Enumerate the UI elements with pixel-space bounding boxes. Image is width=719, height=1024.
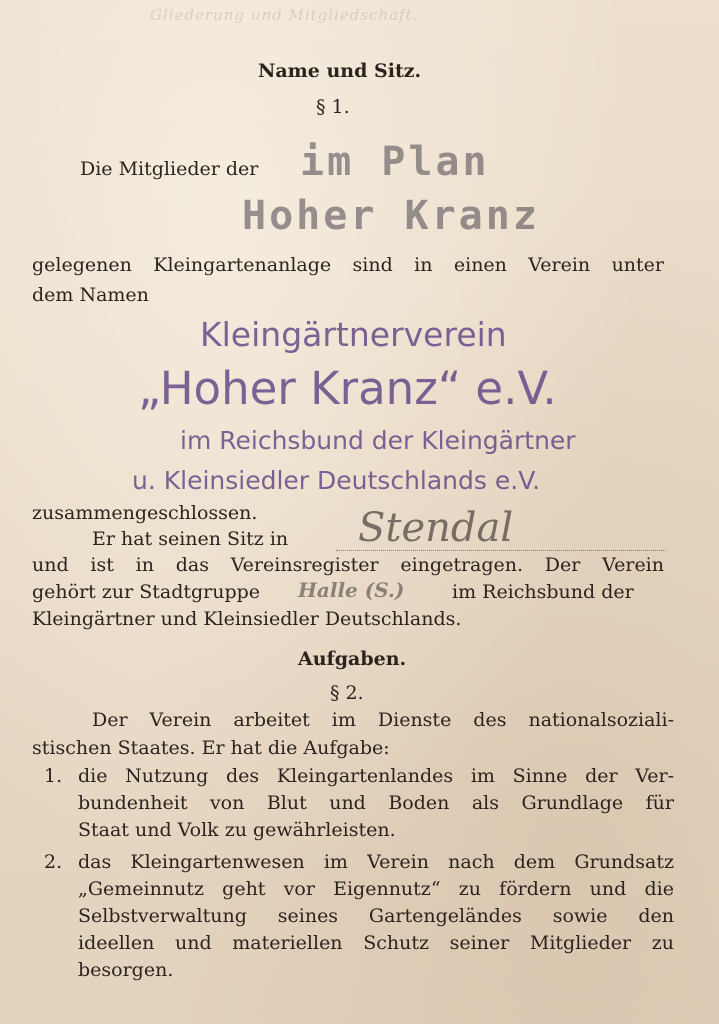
stamp-reichsbund: im Reichsbund der Kleingärtner [180,426,576,455]
line-sitz: Er hat seinen Sitz in [92,528,289,550]
line-reichsbund-der: im Reichsbund der [452,581,634,603]
item1-line-2: bundenheit von Blut und Boden als Grundlage für [78,792,674,814]
paragraph-number-1: § 1. [316,96,350,118]
line-dem-namen: dem Namen [32,284,149,306]
line-vereinsregister: und ist in das Vereinsregister eingetragen. Der Verein [32,554,664,576]
struck-stadtgruppe-name: Halle (S.) [298,578,405,602]
line-zusammengeschlossen: zusammengeschlossen. [32,502,258,524]
paragraph-number-2: § 2. [330,682,364,704]
line-kleingaertner-deutschlands: Kleingärtner und Kleinsiedler Deutschlands. [32,608,462,630]
section2-line-2: stischen Staates. Er hat die Aufgabe: [32,737,390,759]
stamp-kleinsiedler: u. Kleinsiedler Deutschlands e.V. [132,466,541,495]
heading-aufgaben: Aufgaben. [298,648,407,670]
heading-name-und-sitz: Name und Sitz. [258,60,422,82]
bleed-through-text: Gliederung und Mitgliedschaft. [150,6,419,24]
item1-line-1: die Nutzung des Kleingartenlandes im Sinne der Ver- [78,765,674,787]
item1-line-3: Staat und Volk zu gewährleisten. [78,819,396,841]
item2-line-4: ideellen und materiellen Schutz seiner Mitglieder zu [78,932,674,954]
dotted-fill-line [336,550,666,551]
line-kleingartenanlage: gelegenen Kleingartenanlage sind in einen Verein unter [32,254,664,276]
item2-line-2: „Gemeinnutz geht vor Eigennutz“ zu fördern und die [78,878,674,900]
item2-line-3: Selbstverwaltung seines Gartengeländes sowie den [78,905,674,927]
stamp-hoher-kranz-ev: „Hoher Kranz“ e.V. [138,362,557,415]
handwritten-stendal: Stendal [358,505,514,551]
stamp-kleingaertnerverein: Kleingärtnerverein [200,315,507,354]
item2-number: 2. [44,851,63,873]
item2-line-5: besorgen. [78,959,174,981]
item1-number: 1. [44,765,63,787]
stamp-hoher-kranz: Hoher Kranz [242,193,540,239]
line-stadtgruppe: gehört zur Stadtgruppe [32,581,261,603]
intro-text: Die Mitglieder der [80,158,259,180]
section2-line-1: Der Verein arbeitet im Dienste des nationalsoziali- [92,709,674,731]
item2-line-1: das Kleingartenwesen im Verein nach dem Grundsatz [78,851,674,873]
stamp-im-plan: im Plan [300,139,490,185]
